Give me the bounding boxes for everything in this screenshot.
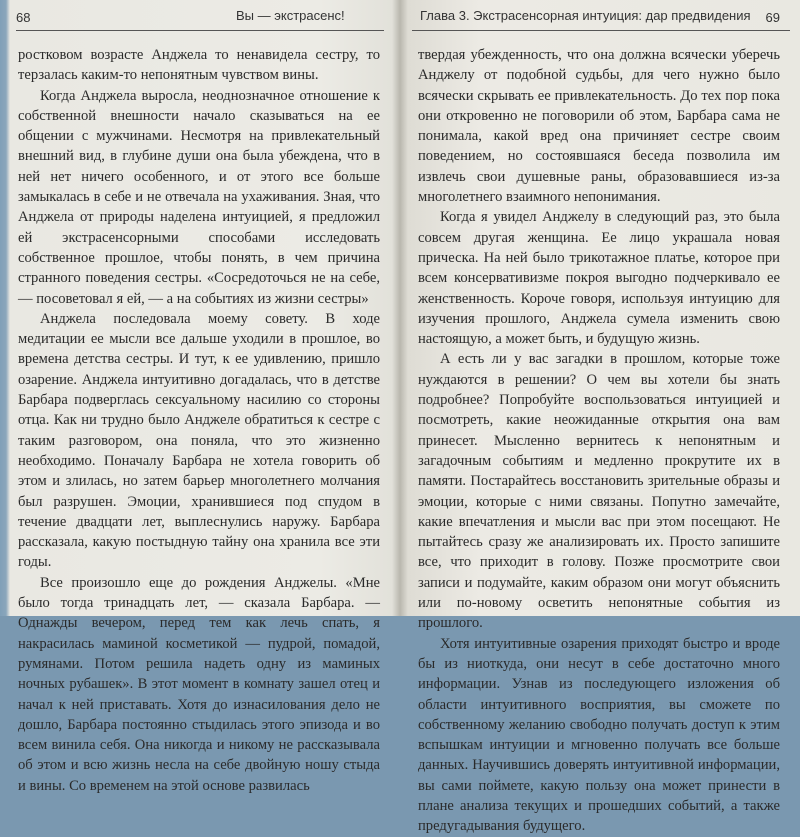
paragraph: Все произошло еще до рождения Анджелы. «Мне было тогда тринадцать лет, — сказала Барбара. — Однажды вечером, перед тем как лечь спать, я накрасилась маминой косметикой — пудрой, помадой, румянами. Потом решила надеть одну из маминых ночных рубашек». В этот момент в комнату зашел отец и начал к ней приставать. Хотя до изнасилования дело не дошло, Барбара постоянно стыдилась этого эпизода и во всем винила себя. Она никогда и никому не рассказывала об этом и всю жизнь несла на себе двойную ношу стыда и вины. Со временем на этой основе развилась	[18, 574, 380, 794]
paragraph: ростковом возрасте Анджела то ненавидела сестру, то терзалась каким-то непонятным чувством вины.	[18, 47, 380, 84]
right-page-body	[412, 45, 790, 837]
paragraph: Анджела последовала моему совету. В ходе медитации ее мысли все дальше уходили в прошлое, во времена детства сестры. И тут, к ее удивлению, пришло озарение. Анджела интуитивно догадалась, что в детстве Барбара подверглась сексуальному насилию со стороны отца. Как ни трудно было Анджеле обратиться к сестре с таким разговором, она поняла, что это жизненно необходимо. Поначалу Барбара не хотела говорить об этом и злилась, но затем барьер многолетнего молчания был разрушен. Эмоции, хранившиеся под спудом в течение двадцати лет, выплеснулись наружу. Барбара рассказала, какую постыдную тайну она хранила все эти годы.	[18, 310, 380, 571]
right-running-title: Глава 3. Экстрасенсорная интуиция: дар предвидения	[420, 8, 751, 23]
left-page-number: 68	[16, 10, 31, 25]
paragraph: Когда Анджела выросла, неоднозначное отношение к собственной внешности начало сказываться на ее общении с мужчинами. Несмотря на привлекательный внешний вид, в глубине души она была убеждена, что в ней нет ничего особенного, и от этого все больше замыкалась в себе и не отвечала на ухаживания. Зная, что Анджела от природы наделена интуицией, я предложил ей экстрасенсорными способами исследовать собственное прошлое, чтобы понять, в чем причина странного поведения сестры. «Сосредоточься не на себе, — посоветовал я ей, — а на событиях из жизни сестры»	[18, 87, 380, 307]
right-page-header	[412, 0, 790, 31]
left-page	[16, 0, 384, 794]
right-page-number: 69	[765, 10, 780, 25]
right-page	[412, 0, 790, 835]
paragraph: Хотя интуитивные озарения приходят быстро и вроде бы из ниоткуда, они несут в себе достаточно много информации. Узнав из последующего изложения об области интуитивного восприятия, вы сможете по собственному желанию свободно получать доступ к этим вспышкам интуиции и мгновенно получать все больше данных. Научившись доверять интуитивной информации, вы сами поймете, какую пользу она может принести в плане анализа текущих и прошедших событий, а также предугадывания будущего.	[418, 635, 780, 835]
left-page-body	[16, 45, 384, 796]
paragraph: А есть ли у вас загадки в прошлом, которые тоже нуждаются в решении? О чем вы хотели бы знать подробнее? Попробуйте воспользоваться интуицией и посмотреть, какие неожиданные открытия она вам принесет. Мысленно вернитесь к непонятным и загадочным событиям и медленно прокрутите их в памяти. Постарайтесь восстановить зрительные образы и эмоции, которые с ними связаны. Попутно замечайте, какие впечатления и мысли вас при этом посещают. Не пытайтесь сразу же анализировать их. Просто запишите все, что приходит в голову. Позже просмотрите свои записи и подумайте, каким образом они могут объяснить или по-новому осветить непонятные события из прошлого.	[418, 351, 780, 632]
left-page-header	[16, 0, 384, 31]
paragraph: Когда я увидел Анджелу в следующий раз, это была совсем другая женщина. Ее лицо украшала новая прическа. На ней было трикотажное платье, которое при всем консервативизме покроя выгодно подчеркивало ее женственность. Короче говоря, используя интуицию для изучения прошлого, Анджела сумела изменить свою настоящую, а может быть, и будущую жизнь.	[418, 209, 780, 348]
left-running-title: Вы — экстрасенс!	[236, 8, 345, 23]
paragraph: твердая убежденность, что она должна всячески уберечь Анджелу от подобной судьбы, для чего нужно было всячески скрывать ее привлекательность. До тех пор пока они откровенно не поговорили об этом, Барбара сама не понимала, какой вред она причиняет сестре своим поведением, но состоявшаяся беседа позволила им извлечь свои душевные раны, образовавшиеся из-за многолетнего взаимного непонимания.	[418, 47, 780, 206]
